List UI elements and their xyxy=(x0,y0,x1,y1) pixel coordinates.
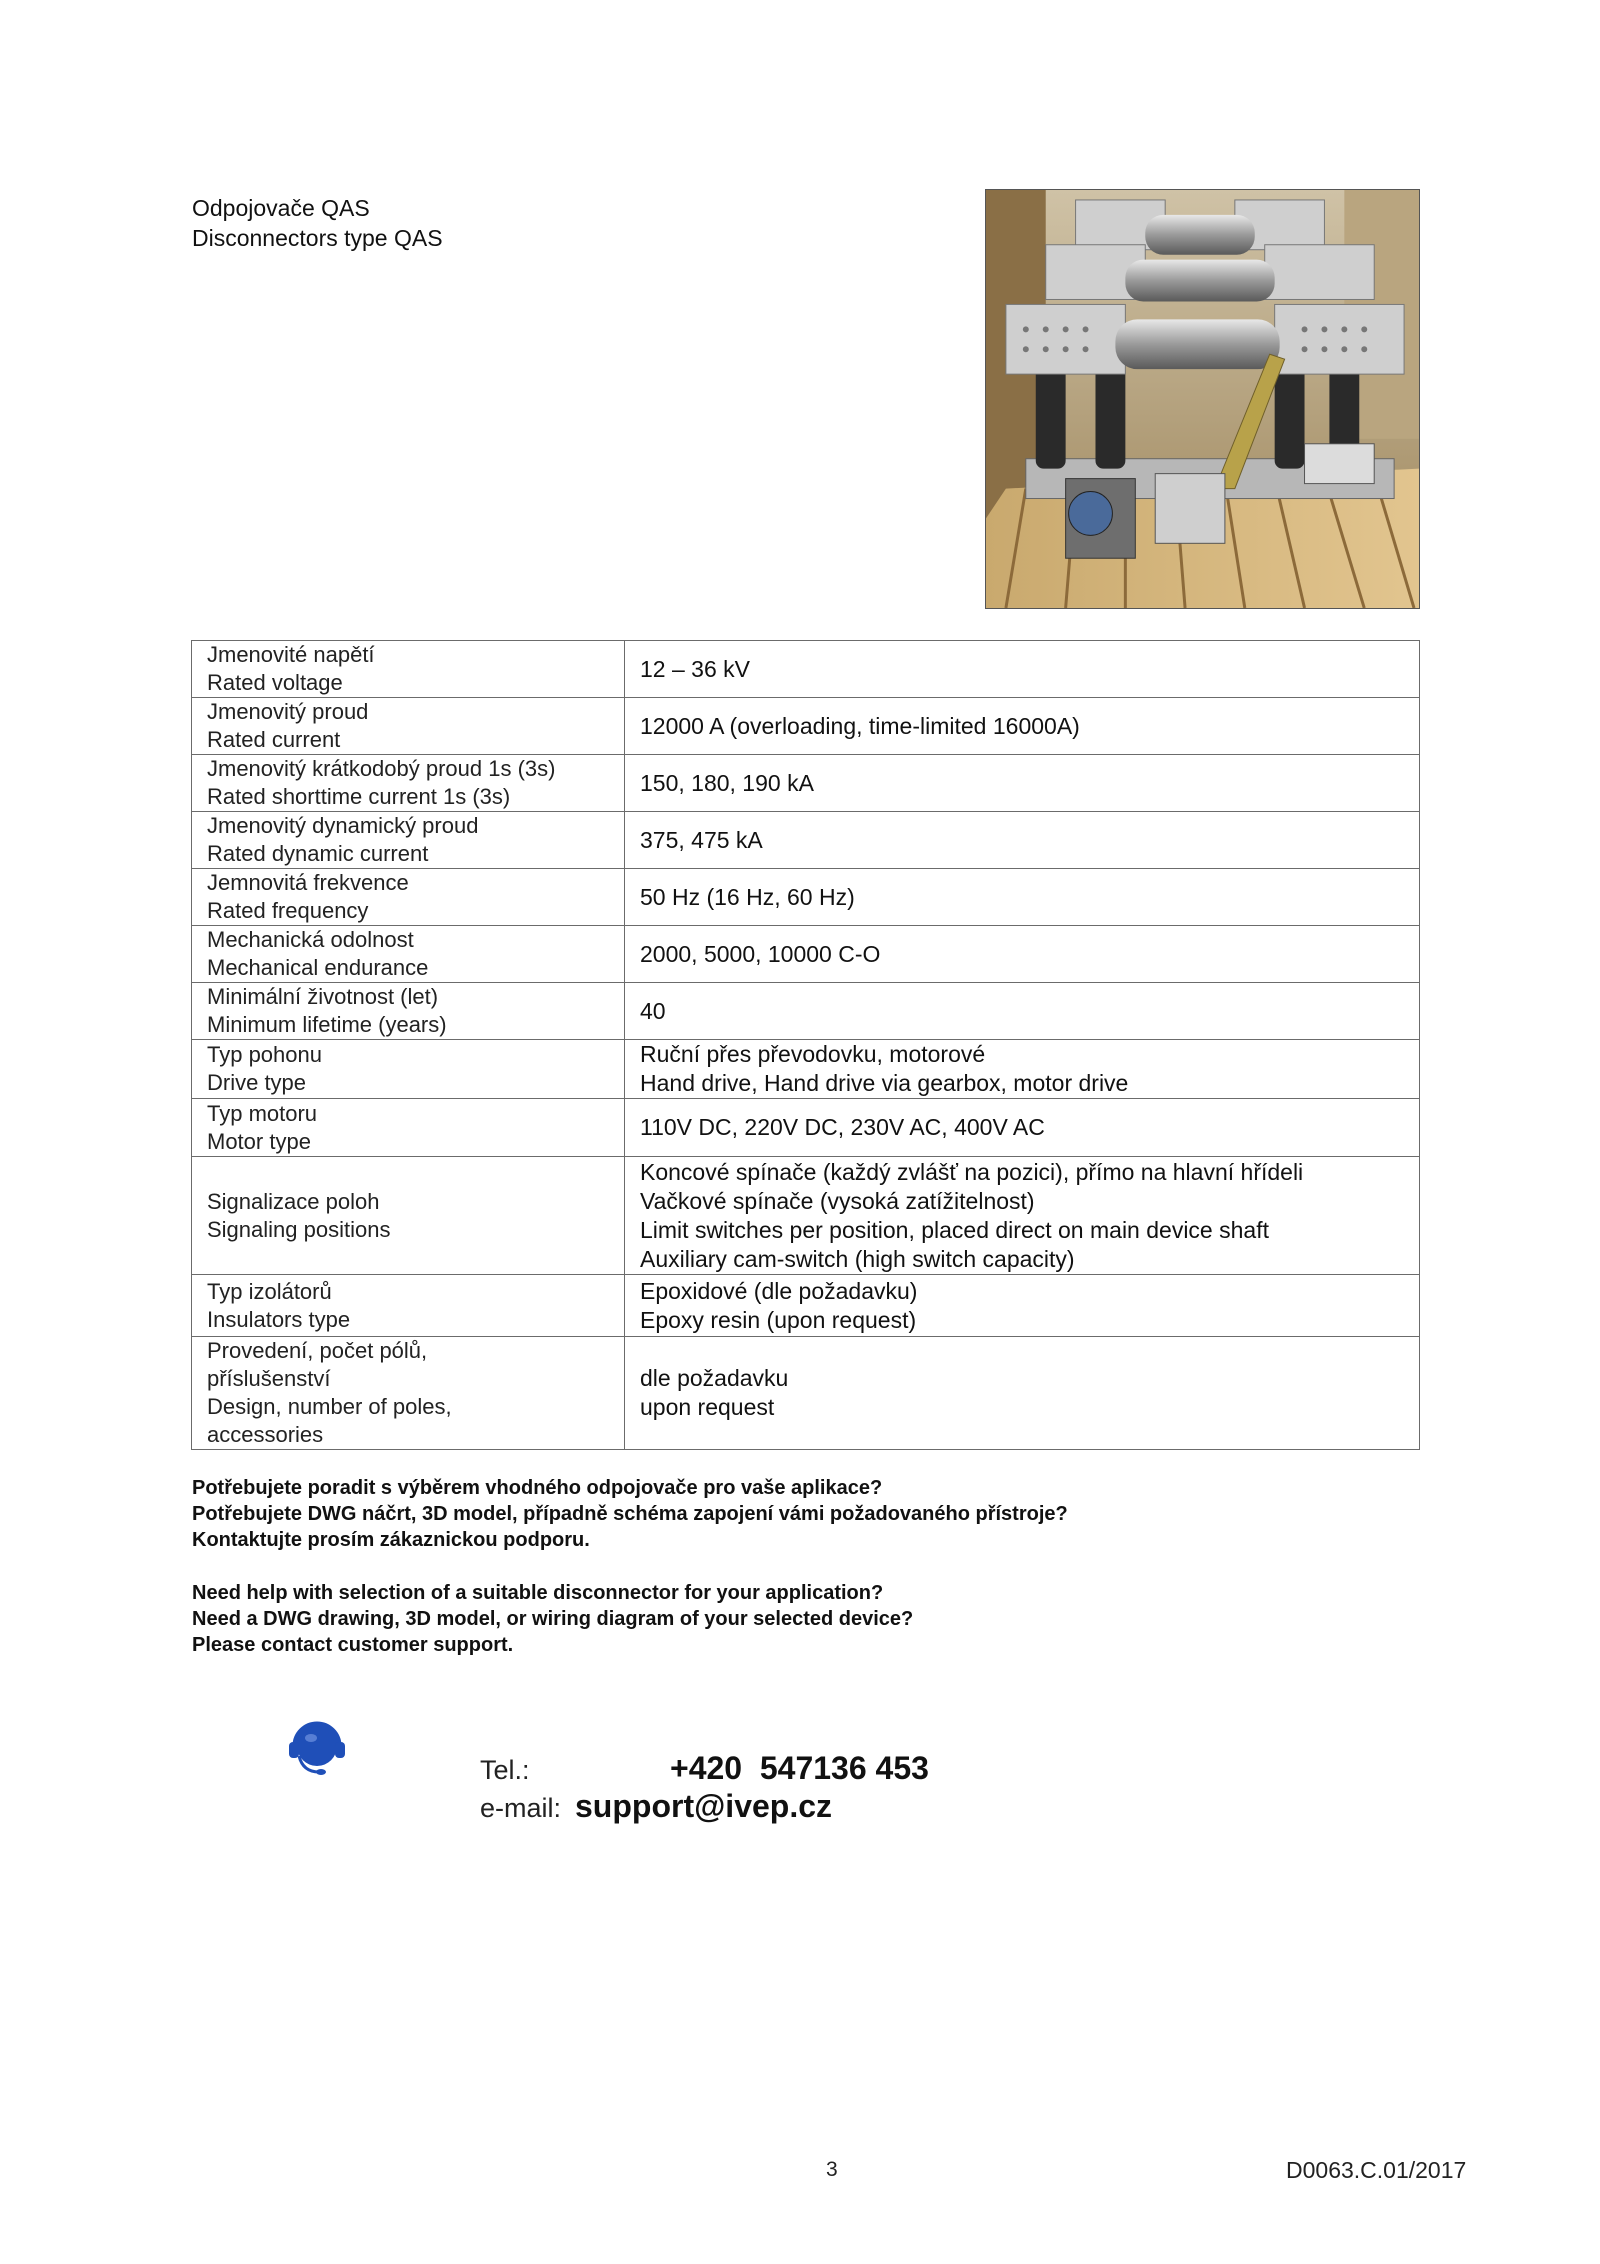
help-line: Please contact customer support. xyxy=(192,1634,514,1656)
param-en: Mechanical endurance xyxy=(207,955,429,980)
value-cell xyxy=(625,869,1420,926)
table-row xyxy=(192,641,1420,698)
value-line: 12 – 36 kV xyxy=(640,655,750,682)
value-line: 110V DC, 220V DC, 230V AC, 400V AC xyxy=(640,1114,1045,1140)
product-photo xyxy=(985,189,1420,609)
disconnector-photo-illustration xyxy=(986,190,1419,608)
value-cell xyxy=(625,641,1420,698)
help-line: Need a DWG drawing, 3D model, or wiring diagram of your selected device? xyxy=(192,1608,914,1630)
param-cell xyxy=(192,812,625,869)
telephone-row xyxy=(480,1750,929,1787)
param-cz: Minimální životnost (let) xyxy=(207,984,439,1009)
email-link[interactable]: support@ivep.cz xyxy=(575,1788,833,1824)
help-text-en xyxy=(192,1580,913,1658)
param-cz: Mechanická odolnost xyxy=(207,927,414,952)
help-line: Potřebujete DWG náčrt, 3D model, případně schéma zapojení vámi požadovaného přístroje? xyxy=(192,1503,1068,1525)
value-cell xyxy=(625,1157,1420,1275)
param-en: accessories xyxy=(207,1422,324,1447)
param-en: Minimum lifetime (years) xyxy=(207,1012,447,1037)
email-row xyxy=(480,1788,832,1825)
param-cell xyxy=(192,698,625,755)
param-cz: Typ izolátorů xyxy=(207,1278,332,1304)
value-cell xyxy=(625,1040,1420,1099)
document-title xyxy=(192,193,443,253)
param-cz: příslušenství xyxy=(207,1366,331,1391)
value-cell xyxy=(625,698,1420,755)
value-line: Epoxidové (dle požadavku) xyxy=(640,1277,918,1304)
value-line: 40 xyxy=(640,997,666,1024)
table-row xyxy=(192,926,1420,983)
value-cell xyxy=(625,755,1420,812)
param-cz: Jmenovitý dynamický proud xyxy=(207,813,479,838)
value-cell xyxy=(625,983,1420,1040)
param-en: Rated dynamic current xyxy=(207,841,429,866)
param-cz: Typ motoru xyxy=(207,1100,318,1126)
table-row xyxy=(192,1099,1420,1157)
param-en: Rated frequency xyxy=(207,898,369,923)
document-code: D0063.C.01/2017 xyxy=(1286,2157,1467,2183)
param-en: Rated voltage xyxy=(207,670,343,695)
value-line: 2000, 5000, 10000 C-O xyxy=(640,940,881,967)
title-cz: Odpojovače QAS xyxy=(192,195,370,221)
table-row xyxy=(192,983,1420,1040)
table-row xyxy=(192,1040,1420,1099)
param-cell xyxy=(192,641,625,698)
value-line: Koncové spínače (každý zvlášť na pozici), přímo na hlavní hřídeli xyxy=(640,1158,1304,1185)
tel-label: Tel.: xyxy=(480,1755,530,1785)
param-cell xyxy=(192,983,625,1040)
help-line: Need help with selection of a suitable disconnector for your application? xyxy=(192,1582,884,1604)
table-row xyxy=(192,698,1420,755)
headset-support-icon xyxy=(285,1716,349,1780)
param-en: Signaling positions xyxy=(207,1216,391,1242)
table-row xyxy=(192,755,1420,812)
param-cell xyxy=(192,1275,625,1337)
value-line: Limit switches per position, placed direct on main device shaft xyxy=(640,1216,1269,1243)
help-text-cz xyxy=(192,1475,1068,1553)
value-line: Vačkové spínače (vysoká zatížitelnost) xyxy=(640,1187,1035,1214)
param-en: Design, number of poles, xyxy=(207,1394,452,1419)
param-cz: Jmenovitý krátkodobý proud 1s (3s) xyxy=(207,756,556,781)
param-cell xyxy=(192,1337,625,1450)
param-cz: Typ pohonu xyxy=(207,1042,322,1067)
param-en: Rated current xyxy=(207,727,341,752)
param-en: Motor type xyxy=(207,1128,311,1154)
value-line: upon request xyxy=(640,1394,775,1420)
value-line: 12000 A (overloading, time-limited 16000A) xyxy=(640,712,1080,739)
email-label: e-mail: xyxy=(480,1793,562,1823)
param-en: Drive type xyxy=(207,1070,307,1095)
value-cell xyxy=(625,1337,1420,1450)
value-line: Epoxy resin (upon request) xyxy=(640,1306,917,1333)
table-row xyxy=(192,812,1420,869)
param-en: Insulators type xyxy=(207,1306,351,1332)
tel-number[interactable]: +420 547136 453 xyxy=(670,1750,929,1786)
value-cell xyxy=(625,812,1420,869)
help-line: Potřebujete poradit s výběrem vhodného odpojovače pro vaše aplikace? xyxy=(192,1477,883,1499)
param-cell xyxy=(192,1157,625,1275)
title-en: Disconnectors type QAS xyxy=(192,225,443,251)
table-row xyxy=(192,1275,1420,1337)
param-cell xyxy=(192,1099,625,1157)
specifications-table xyxy=(191,640,1420,1450)
value-line: Ruční přes převodovku, motorové xyxy=(640,1041,986,1067)
param-cz: Provedení, počet pólů, xyxy=(207,1338,428,1363)
value-line: 150, 180, 190 kA xyxy=(640,769,814,796)
param-cell xyxy=(192,926,625,983)
value-line: Auxiliary cam-switch (high switch capacity) xyxy=(640,1245,1075,1272)
table-row xyxy=(192,1157,1420,1275)
param-cz: Jemnovitá frekvence xyxy=(207,870,409,895)
param-cell xyxy=(192,755,625,812)
value-cell xyxy=(625,1275,1420,1337)
param-cz: Jmenovitý proud xyxy=(207,699,369,724)
table-row xyxy=(192,869,1420,926)
table-row xyxy=(192,1337,1420,1450)
param-cz: Jmenovité napětí xyxy=(207,642,375,667)
help-line: Kontaktujte prosím zákaznickou podporu. xyxy=(192,1529,590,1551)
value-cell xyxy=(625,1099,1420,1157)
value-line: 50 Hz (16 Hz, 60 Hz) xyxy=(640,883,855,910)
value-line: dle požadavku xyxy=(640,1365,789,1391)
param-cell xyxy=(192,1040,625,1099)
param-cz: Signalizace poloh xyxy=(207,1188,380,1214)
value-line: Hand drive, Hand drive via gearbox, motor drive xyxy=(640,1070,1129,1096)
value-cell xyxy=(625,926,1420,983)
param-cell xyxy=(192,869,625,926)
page-number: 3 xyxy=(826,2158,838,2181)
param-en: Rated shorttime current 1s (3s) xyxy=(207,784,511,809)
value-line: 375, 475 kA xyxy=(640,826,763,853)
